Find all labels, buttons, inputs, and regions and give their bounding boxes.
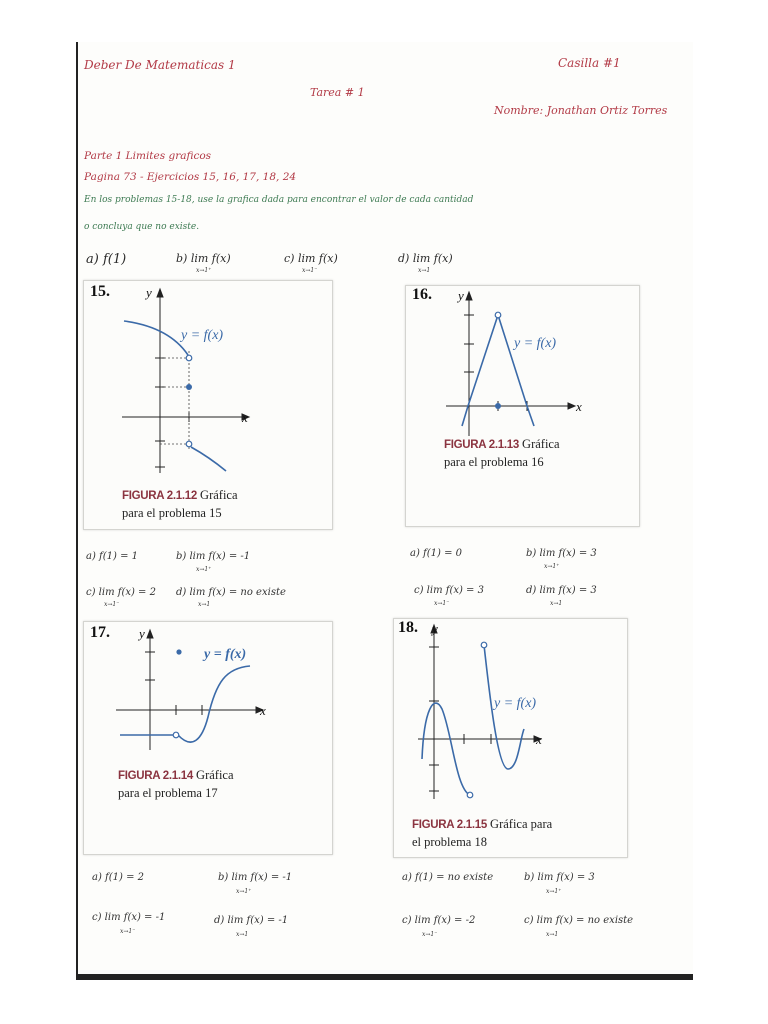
closed-point: [186, 384, 192, 390]
y-axis-label: y: [432, 621, 438, 636]
function-label: y = f(x): [494, 696, 537, 711]
s-curve: [178, 666, 250, 742]
figure-15-caption-line2: para el problema 15: [122, 506, 222, 520]
answer-16-b-sub: x→1⁺: [544, 563, 560, 570]
parte-label: Parte 1 Limites graficos: [84, 150, 212, 162]
answer-17-c-sub: x→1⁻: [120, 928, 136, 935]
question-d: d) lim f(x): [398, 252, 453, 265]
answer-18-d: c) lim f(x) = no existe: [524, 915, 634, 926]
open-point-lower: [186, 441, 192, 447]
y-axis-label: y: [146, 285, 152, 300]
answer-16-b: b) lim f(x) = 3: [526, 548, 597, 559]
answer-18-c: c) lim f(x) = -2: [402, 915, 476, 926]
x-axis-label: x: [242, 410, 248, 425]
question-a: a) f(1): [86, 252, 127, 267]
answer-16-c: c) lim f(x) = 3: [414, 585, 484, 596]
answer-17-b: b) lim f(x) = -1: [218, 872, 293, 883]
curve-left-branch: [124, 321, 188, 355]
question-b-sub: x→1⁺: [196, 267, 212, 274]
figure-17-caption: [118, 767, 234, 802]
x-axis-label: x: [576, 399, 582, 414]
curve-right-branch: [191, 447, 226, 471]
open-point-bottom: [467, 792, 473, 798]
answer-17-d-sub: x→1: [236, 931, 249, 938]
closed-point: [176, 649, 181, 654]
closed-point-axis: [495, 403, 501, 409]
figure-15-caption-text: Gráfica: [200, 488, 238, 502]
x-axis-label: x: [260, 703, 266, 718]
function-label: y = f(x): [204, 647, 247, 662]
answer-16-c-sub: x→1⁻: [434, 600, 450, 607]
figure-15: [83, 280, 333, 530]
question-c: c) lim f(x): [284, 252, 338, 265]
instruction-line-1: En los problemas 15-18, use la grafica dada para encontrar el valor de cada cantidad: [84, 195, 474, 205]
figure-16-caption-id: FIGURA 2.1.13: [444, 439, 519, 451]
answer-15-a: a) f(1) = 1: [86, 551, 139, 562]
open-point: [173, 732, 179, 738]
figure-18: [393, 618, 628, 858]
figure-16-graph: [406, 286, 639, 526]
open-point-top: [481, 642, 487, 648]
open-point-upper: [186, 355, 192, 361]
figure-17-caption-line2: para el problema 17: [118, 786, 218, 800]
answer-18-d-sub: x→1: [546, 931, 559, 938]
instruction-line-2: o concluya que no existe.: [84, 222, 200, 232]
figure-17-caption-id: FIGURA 2.1.14: [118, 770, 193, 782]
figure-17-caption-text: Gráfica: [196, 768, 234, 782]
figure-18-caption-text: Gráfica para: [490, 817, 553, 831]
answer-18-a: a) f(1) = no existe: [402, 872, 494, 883]
question-d-sub: x→1: [418, 267, 431, 274]
figure-15-caption: [122, 487, 238, 522]
answer-16-d-sub: x→1: [550, 600, 563, 607]
y-axis-label: y: [139, 626, 145, 641]
answer-16-d: d) lim f(x) = 3: [526, 585, 597, 596]
y-axis-arrow: [157, 289, 163, 297]
x-axis-label: x: [536, 732, 542, 747]
answer-17-b-sub: x→1⁺: [236, 888, 252, 895]
question-c-sub: x→1⁻: [302, 267, 318, 274]
open-point-peak: [495, 312, 501, 318]
y-axis-label: y: [458, 288, 464, 303]
answer-17-c: c) lim f(x) = -1: [92, 912, 166, 923]
curve-left: [422, 703, 470, 795]
figure-16-number: 16.: [412, 286, 432, 303]
function-label: y = f(x): [514, 336, 557, 351]
figure-17-graph: [84, 622, 332, 854]
answer-17-a: a) f(1) = 2: [92, 872, 145, 883]
answer-15-b-sub: x→1⁺: [196, 566, 212, 573]
figure-17-number: 17.: [90, 624, 110, 641]
figure-16: [405, 285, 640, 527]
figure-18-caption-line2: el problema 18: [412, 835, 487, 849]
figure-16-caption-text: Gráfica: [522, 437, 560, 451]
v-shaped-curve: [468, 315, 534, 426]
answer-17-d: d) lim f(x) = -1: [214, 915, 289, 926]
figure-15-number: 15.: [90, 283, 110, 300]
answer-16-a: a) f(1) = 0: [410, 548, 463, 559]
figure-16-caption: [444, 436, 560, 471]
assignment-title: Deber De Matematicas 1: [84, 58, 236, 72]
student-name: Nombre: Jonathan Ortiz Torres: [494, 104, 668, 117]
tarea-label: Tarea # 1: [310, 86, 365, 99]
answer-18-b: b) lim f(x) = 3: [524, 872, 595, 883]
casilla-label: Casilla #1: [558, 56, 621, 70]
answer-15-c: c) lim f(x) = 2: [86, 587, 156, 598]
answer-15-d: d) lim f(x) = no existe: [176, 587, 286, 598]
answer-15-d-sub: x→1: [198, 601, 211, 608]
figure-18-caption-id: FIGURA 2.1.15: [412, 819, 487, 831]
answer-15-b: b) lim f(x) = -1: [176, 551, 251, 562]
figure-18-caption: [412, 816, 552, 851]
figure-15-caption-id: FIGURA 2.1.12: [122, 490, 197, 502]
figure-18-number: 18.: [398, 619, 418, 636]
pagina-label: Pagina 73 - Ejercicios 15, 16, 17, 18, 24: [84, 171, 297, 183]
answer-15-c-sub: x→1⁻: [104, 601, 120, 608]
figure-16-caption-line2: para el problema 16: [444, 455, 544, 469]
question-b: b) lim f(x): [176, 252, 231, 265]
function-label: y = f(x): [181, 328, 224, 343]
answer-18-c-sub: x→1⁻: [422, 931, 438, 938]
figure-17: [83, 621, 333, 855]
answer-18-b-sub: x→1⁺: [546, 888, 562, 895]
